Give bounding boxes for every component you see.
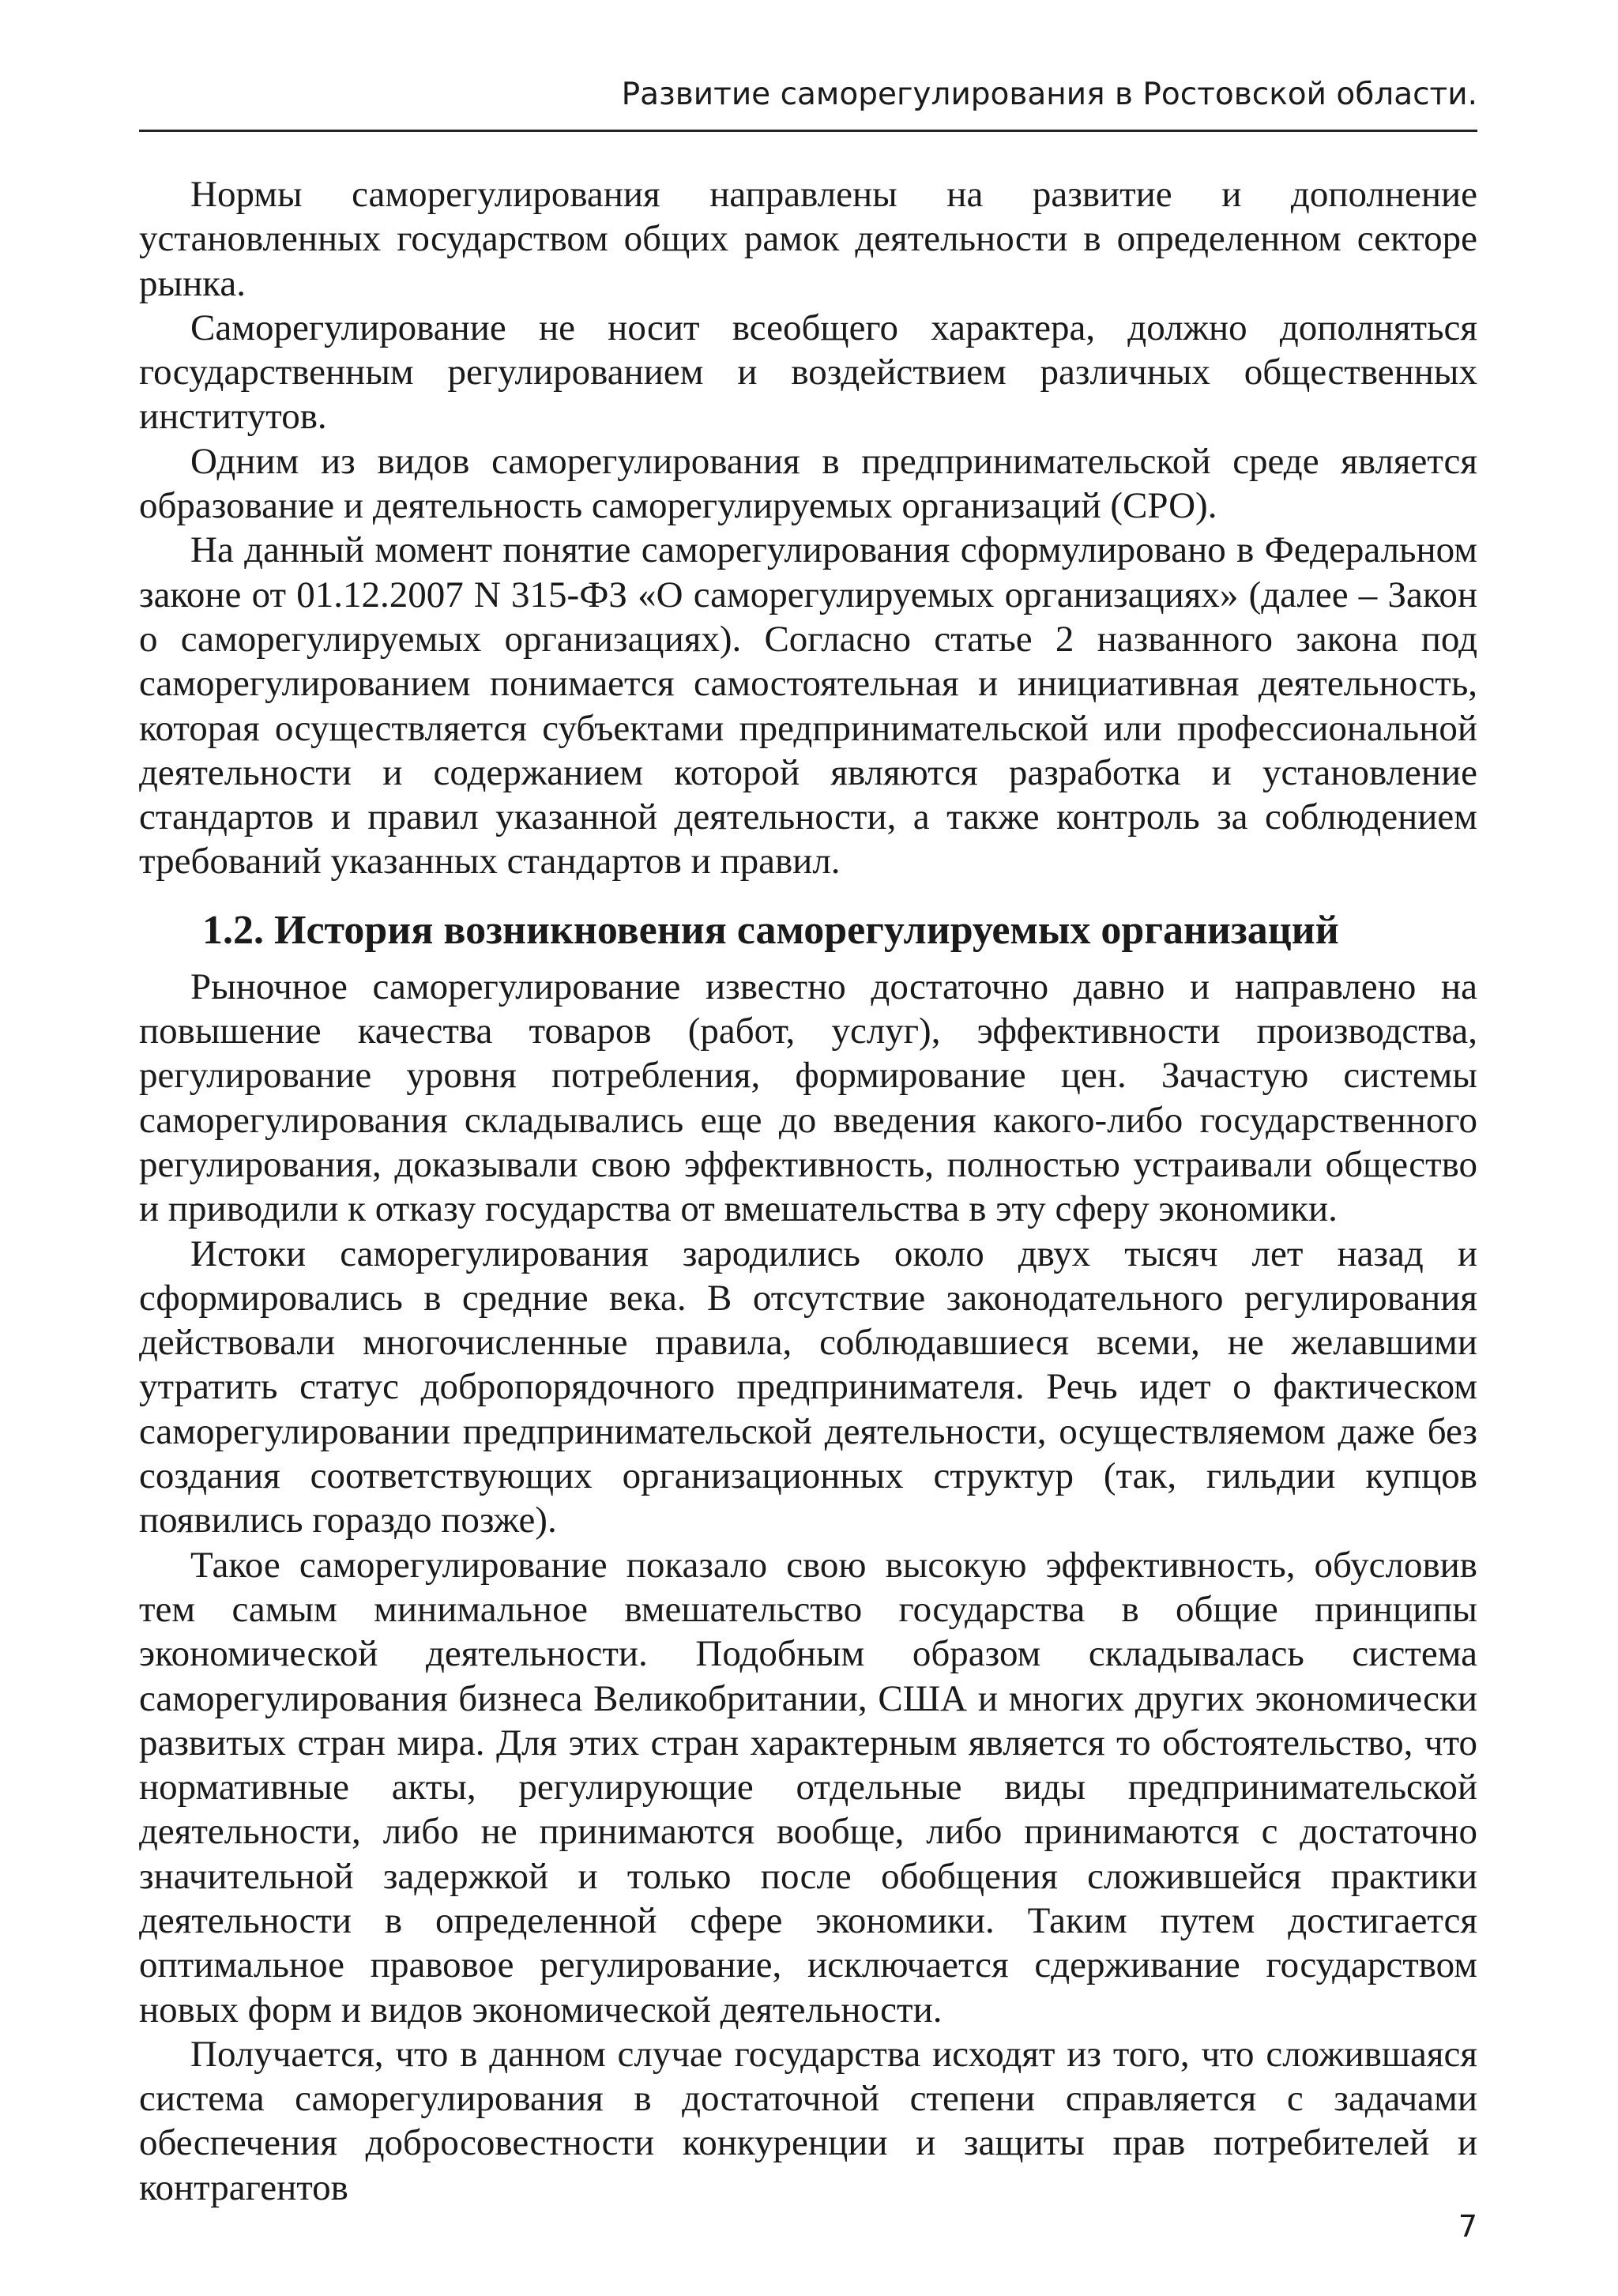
page-content: [139, 172, 1477, 2210]
paragraph: Одним из видов саморегулирования в предпринимательской среде является образование и деятельность саморегулируемых организаций (СРО).: [139, 440, 1477, 527]
running-header: [139, 73, 1477, 132]
paragraph: Получается, что в данном случае государства исходят из того, что сложившаяся система саморегулирования в достаточной степени справляется с задачами обеспечения добросовестности конкуренции и защиты прав потребителей и контрагентов: [139, 2033, 1477, 2208]
paragraph: На данный момент понятие саморегулирования сформулировано в Федеральном законе от 01.12.2007 N 315-ФЗ «О саморегулируемых организациях» (далее – Закон о саморегулируемых организациях). Согласно статье 2 названного закона под саморегулированием понимается самостоятельная и инициативная деятельность, которая осуществляется субъектами предпринимательской или профессиональной деятельности и содержанием которой являются разработка и установление стандартов и правил указанной деятельности, а также контроль за соблюдением требований указанных стандартов и правил.: [139, 529, 1477, 883]
running-header-title: Развитие саморегулирования в Ростовской области.: [621, 77, 1477, 112]
paragraph: Такое саморегулирование показало свою высокую эффективность, обусловив тем самым минимальное вмешательство государства в общие принципы экономической деятельности. Подобным образом складывалась система саморегулирования бизнеса Великобритании, США и многих других экономически развитых стран мира. Для этих стран характерным является то обстоятельство, что нормативные акты, регулирующие отдельные виды предпринимательской деятельности, либо не принимаются вообще, либо принимаются с достаточно значительной задержкой и только после обобщения сложившейся практики деятельности в определенной сфере экономики. Таким путем достигается оптимальное правовое регулирование, исключается сдерживание государством новых форм и видов экономической деятельности.: [139, 1544, 1477, 2031]
page-number: 7: [1458, 2209, 1477, 2244]
paragraph: Рыночное саморегулирование известно достаточно давно и направлено на повышение качества товаров (работ, услуг), эффективности производства, регулирование уровня потребления, формирование цен. Зачастую системы саморегулирования складывались еще до введения какого-либо государственного регулирования, доказывали свою эффективность, полностью устраивали общество и приводили к отказу государства от вмешательства в эту сферу экономики.: [139, 965, 1477, 1230]
paragraph: Истоки саморегулирования зародились около двух тысяч лет назад и сформировались в средние века. В отсутствие законодательного регулирования действовали многочисленные правила, соблюдавшиеся всеми, не желавшими утратить статус добропорядочного предпринимателя. Речь идет о фактическом саморегулировании предпринимательской деятельности, осуществляемом даже без создания соответствующих организационных структур (так, гильдии купцов появились гораздо позже).: [139, 1233, 1477, 1541]
paragraph: Нормы саморегулирования направлены на развитие и дополнение установленных государством общих рамок деятельности в определенном секторе рынка.: [139, 174, 1477, 304]
section-heading: 1.2. История возникновения саморегулируемых организаций: [202, 907, 1339, 953]
paragraph: Саморегулирование не носит всеобщего характера, должно дополняться государственным регулированием и воздействием различных общественных институтов.: [139, 307, 1477, 438]
